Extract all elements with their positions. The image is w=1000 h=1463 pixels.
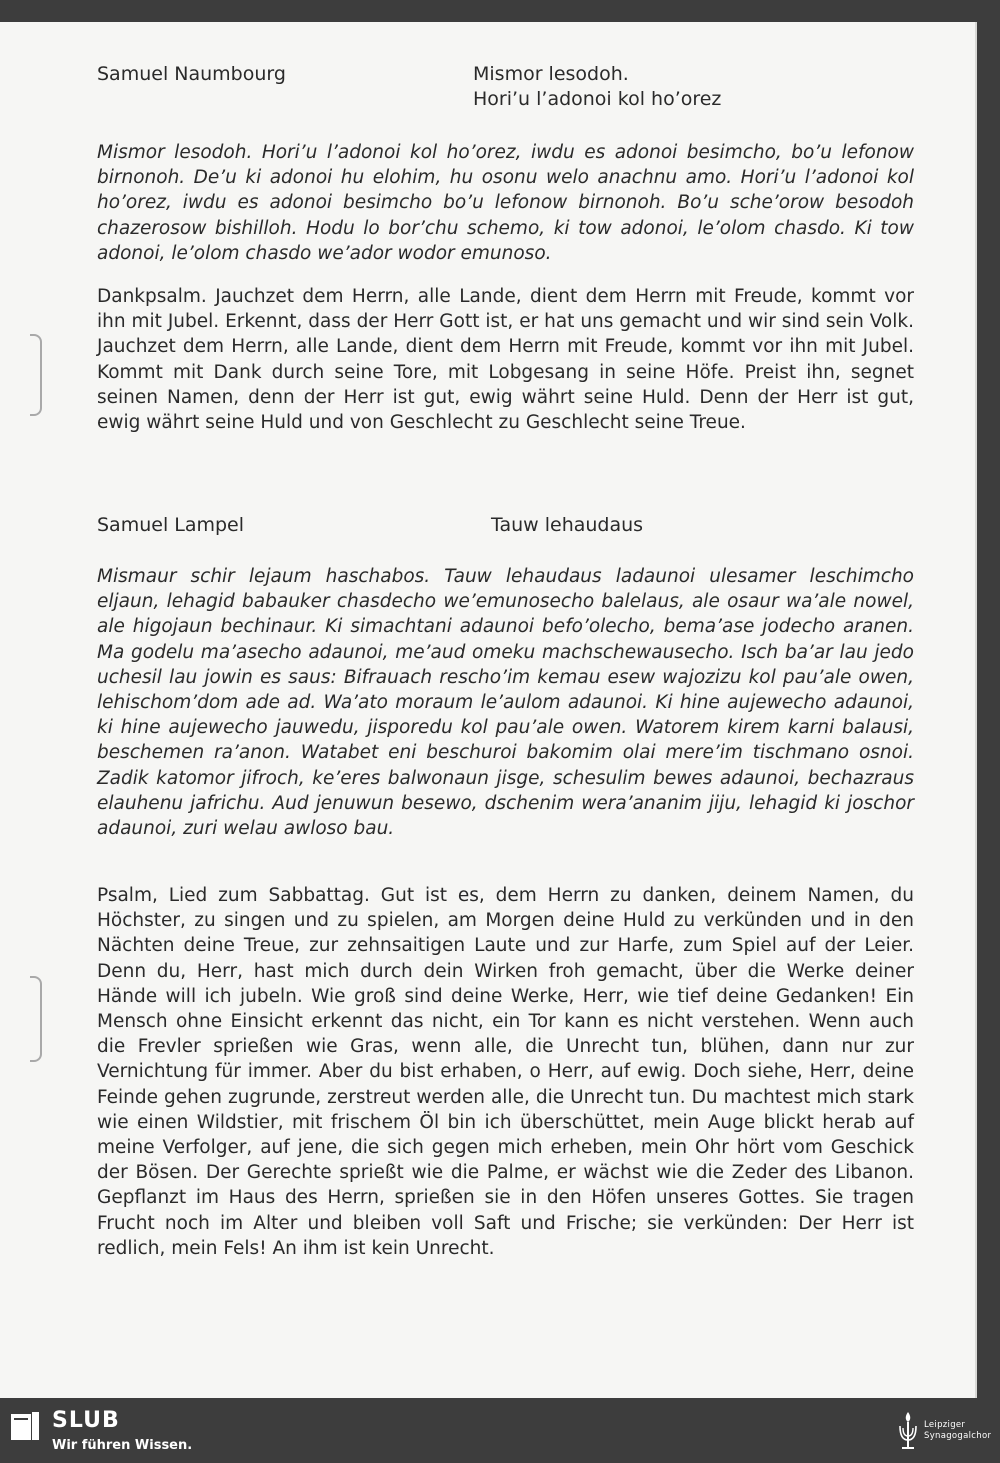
translation-paragraph: Dankpsalm. Jauchzet dem Herrn, alle Lande, dient dem Herrn mit Freude, kommt vor ihn mit Jubel. Erkennt, dass der Herr Gott ist, er hat uns gemacht und wir sind sein Volk. Jauchzet dem Herrn, alle Lande, dient dem Herrn mit Freude, kommt vor ihn mit Jubel. Kommt mit Dank durch seine Tore, mit Lobgesang in seine Höfe. Preist ihn, segnet seinen Namen, denn der Herr ist gut, ewig währt seine Huld. Denn der Herr ist gut, ewig währt seine Huld und von Geschlecht zu Geschlecht seine Treue. (97, 286, 914, 434)
book-icon (11, 1412, 39, 1442)
choir-name (924, 1420, 998, 1442)
translation-paragraph: Psalm, Lied zum Sabbattag. Gut ist es, dem Herrn zu danken, deinem Namen, du Höchster, zu singen und zu spielen, am Morgen deine Huld zu verkünden und in den Nächten deine Treue, zur zehnsaitigen Laute und zur Harfe, zum Spiel auf der Leier. Denn du, Herr, hast mich durch dein Wirken froh gemacht, über die Werke deiner Hände will ich jubeln. Wie groß sind deine Werke, Herr, wie tief deine Gedanken! Ein Mensch ohne Einsicht erkennt das nicht, ein Tor kann es nicht verstehen. Wenn auch die Frevler sprießen wie Gras, wenn alle, die Unrecht tun, blühen, dann nur zur Vernichtung für immer. Aber du bist erhaben, o Herr, auf ewig. Doch siehe, Herr, deine Feinde gehen zugrunde, zerstreut werden alle, die Unrecht tun. Du machtest mich stark wie einen Wildstier, mit frischem Öl bin ich überschüttet, mein Auge blickt herab auf meine Verfolger, auf jene, die sich gegen mich erheben, mein Ohr hört vom Geschick der Bösen. Der Gerechte sprießt wie die Palme, er wächst wie die Zeder des Libanon. Gepflanzt im Haus des Herrn, sprießen sie in den Höfen unseres Gottes. Sie tragen Frucht noch im Alter und bleiben voll Saft und Frische; sie verkünden: Der Herr ist redlich, mein Fels! An ihm ist kein Unrecht. (97, 885, 914, 1259)
piece-title-line: Hori’u l’adonoi kol ho’orez (473, 88, 722, 110)
library-tagline: Wir führen Wissen. (52, 1438, 193, 1453)
transliteration-paragraph: Mismor lesodoh. Hori’u l’adonoi kol ho’orez, iwdu es adonoi besimcho, bo’u lefonow birnonoh. De’u ki adonoi hu elohim, hu osonu welo anachnu amo. Hori’u l’adonoi kol ho’orez, iwdu es adonoi besimcho bo’u lefonow birnonoh. Bo’u sche’orow besodoh chazerosow bishilloh. Hodu lo bor’chu schemo, ki tow adonoi, le’olom chasdo. Ki tow adonoi, le’olom chasdo we’ador wodor emunoso. (97, 142, 914, 264)
piece-title-line: Tauw lehaudaus (491, 514, 644, 536)
choir-name-line: Synagogalchor (924, 1431, 992, 1441)
staple-mark (30, 976, 42, 1062)
library-name: SLUB (52, 1408, 120, 1433)
document-page (0, 22, 977, 1398)
piece-title (473, 62, 721, 112)
composer-name: Samuel Lampel (97, 514, 245, 536)
staple-mark (30, 334, 42, 416)
transliteration-paragraph: Mismaur schir lejaum haschabos. Tauw lehaudaus ladaunoi ulesamer leschimcho eljaun, lehagid babauker chasdecho we’emunosecho balelaus, ale osaur wa’ale nowel, ale higojaun bechinaur. Ki simachtani adaunoi befo’olecho, bema’ase jodecho aranen. Ma godelu ma’asecho adaunoi, me’aud omeku machschewausecho. Isch ba’ar lau jedo uchesil lau jowin es saus: Bifrauach rescho’im kemau esew wajozizu kol pau’ale owen, lehischom’dom ade ad. Wa’ato moraum le’aulom adaunoi. Ki hine aujewecho adaunoi, ki hine aujewecho jauwedu, jisporedu kol pau’ale owen. Watorem kirem karni balausi, beschemen ra’anon. Watabet eni beschuroi bakomim olai mere’im tischmano osnoi. Zadik katomor jifroch, ke’eres balwonaun jisge, schesulim bewes adaunoi, bechazraus elauhenu jafrichu. Aud jenuwun besewo, dschenim wera’ananim jiju, lehagid ki joschor adaunoi, zuri welau awloso bau. (97, 566, 914, 840)
menorah-icon (897, 1408, 919, 1452)
composer-name: Samuel Naumbourg (97, 63, 286, 85)
footer-bar (0, 1398, 1000, 1463)
piece-title-line: Mismor lesodoh. (473, 63, 629, 85)
choir-name-line: Leipziger (924, 1420, 966, 1430)
piece-title (491, 513, 643, 538)
